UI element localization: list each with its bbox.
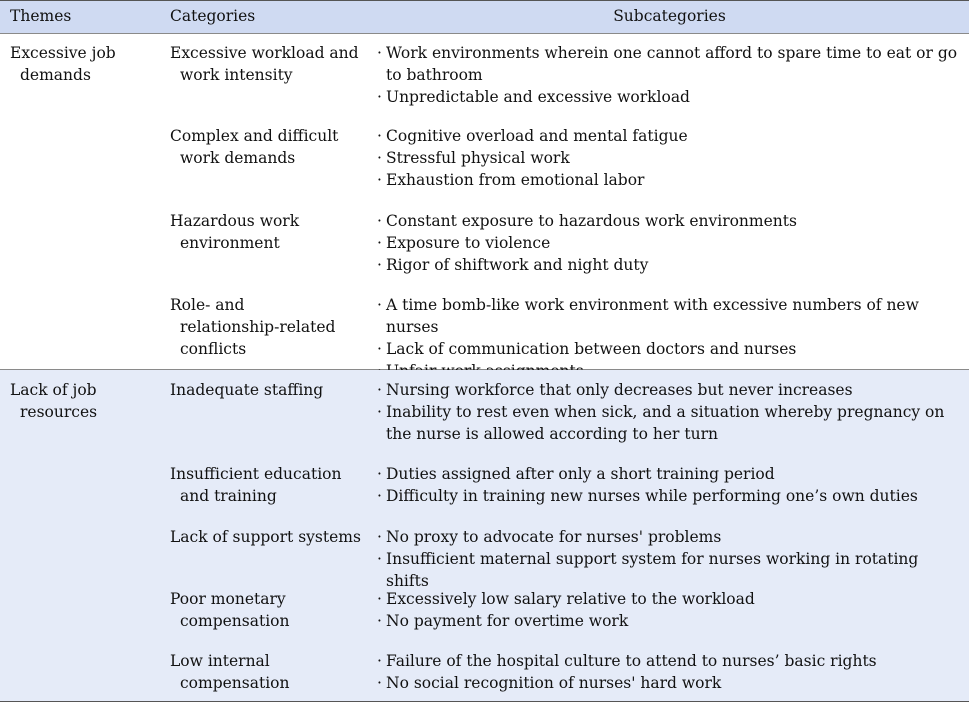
category-line: relationship-related [180,318,336,336]
category-line: Low internal [170,652,270,670]
category-label [170,463,365,507]
theme-label [10,379,155,423]
subcategory-list [377,526,962,592]
category-line: work demands [180,149,296,167]
subcategory-list [377,588,962,632]
subcategory-item: · Failure of the hospital culture to attend to nurses’ basic rights [377,650,962,672]
subcategory-item: · Unpredictable and excessive workload [377,86,962,108]
theme-label-line: Lack of job [10,381,97,399]
subcategory-item: · No social recognition of nurses' hard work [377,672,962,694]
subcategory-item: · No proxy to advocate for nurses' problems [377,526,962,548]
category-label [170,125,365,169]
subcategory-item: · Stressful physical work [377,147,962,169]
subcategory-item: · Exposure to violence [377,232,962,254]
subcategory-list [377,650,962,694]
subcategory-item: · Difficulty in training new nurses while performing one’s own duties [377,485,962,507]
category-line: Role- and [170,296,245,314]
header-themes: Themes [10,7,72,25]
subcategory-item: · Rigor of shiftwork and night duty [377,254,962,276]
subcategory-item: · Work environments wherein one cannot afford to spare time to eat or go to bathroom [377,42,962,86]
subcategory-item: · Excessively low salary relative to the workload [377,588,962,610]
theme-label-line: resources [20,403,98,421]
category-line: environment [180,234,280,252]
subcategory-item: · Duties assigned after only a short training period [377,463,962,485]
category-label [170,650,365,694]
subcategory-item: · Nursing workforce that only decreases but never increases [377,379,962,401]
theme-label-line: demands [20,66,91,84]
category-line: compensation [180,612,290,630]
theme-label [10,42,155,86]
subcategory-list [377,463,962,507]
header-subcategories: Subcategories [613,7,726,25]
category-label [170,526,365,548]
subcategory-item: · No payment for overtime work [377,610,962,632]
subcategory-item: · Lack of communication between doctors and nurses [377,338,962,360]
subcategory-item: · Cognitive overload and mental fatigue [377,125,962,147]
theme-label-line: Excessive job [10,44,116,62]
subcategory-list [377,379,962,445]
category-line: Excessive workload and [170,44,359,62]
subcategory-list [377,42,962,108]
category-label [170,294,365,360]
category-line: Hazardous work [170,212,300,230]
category-line: Complex and difficult [170,127,339,145]
category-line: compensation [180,674,290,692]
subcategory-item: · A time bomb-like work environment with excessive numbers of new nurses [377,294,962,338]
subcategory-item: · Inability to rest even when sick, and a situation whereby pregnancy on the nurse is allowed according to her turn [377,401,962,445]
category-label [170,588,365,632]
category-label [170,210,365,254]
category-line: Poor monetary [170,590,286,608]
category-label [170,379,365,401]
category-line: Inadequate staffing [170,381,324,399]
category-line: and training [180,487,277,505]
category-line: Insufficient education [170,465,342,483]
theme-section-lack-of-job-resources [0,370,969,701]
subcategory-item: · Insufficient maternal support system for nurses working in rotating shifts [377,548,962,592]
category-line: Lack of support systems [170,528,361,546]
subcategory-item: · Constant exposure to hazardous work environments [377,210,962,232]
theme-section-excessive-job-demands [0,34,969,370]
header-categories: Categories [170,7,256,25]
subcategory-list [377,125,962,191]
category-line: conflicts [180,340,247,358]
category-label [170,42,365,86]
subcategory-item: · Exhaustion from emotional labor [377,169,962,191]
subcategory-list [377,210,962,276]
table-header [0,1,969,34]
category-line: work intensity [180,66,293,84]
subcategory-list [377,294,962,382]
